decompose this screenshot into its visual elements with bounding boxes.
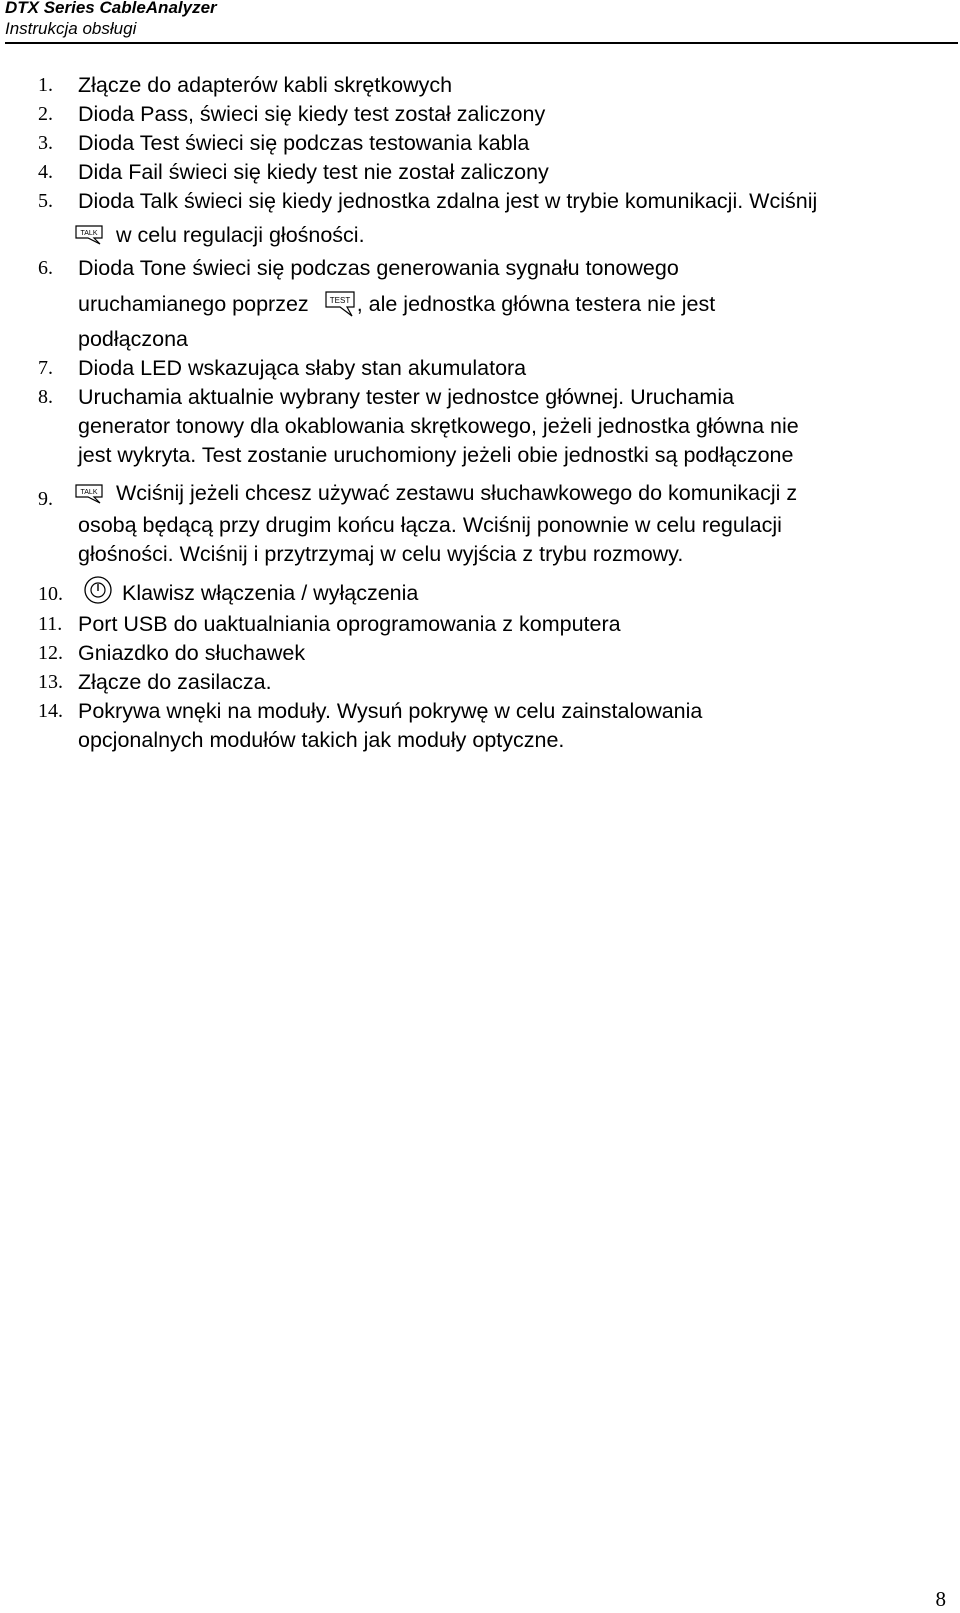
header-rule: [5, 42, 958, 44]
item-number: 3.: [38, 132, 53, 154]
item-text: , ale jednostka główna testera nie jest: [356, 291, 716, 316]
item-number: 6.: [38, 257, 53, 279]
item-number: 4.: [38, 161, 53, 183]
item-text: Dioda LED wskazująca słaby stan akumulatora: [78, 356, 527, 380]
item-number: 5.: [38, 190, 53, 212]
item-text: opcjonalnych modułów takich jak moduły optyczne.: [78, 728, 565, 752]
talk-icon: [74, 483, 106, 505]
list-item: [38, 476, 953, 569]
svg-text:TEST: TEST: [329, 296, 350, 305]
item-number: 12.: [38, 642, 63, 664]
item-number: 10.: [38, 583, 63, 605]
page-header: [5, 0, 960, 39]
item-text: Złącze do zasilacza.: [78, 670, 272, 694]
item-text: w celu regulacji głośności.: [116, 222, 365, 247]
item-text: Dioda Talk świeci się kiedy jednostka zdalna jest w trybie komunikacji. Wciśnij: [78, 189, 818, 213]
item-text: uruchamianego poprzez: [78, 291, 309, 316]
item-text: Pokrywa wnęki na moduły. Wysuń pokrywę w celu zainstalowania: [78, 699, 703, 723]
item-text: Złącze do adapterów kabli skrętkowych: [78, 73, 453, 97]
list-item: [38, 576, 953, 610]
item-text: osobą będącą przy drugim końcu łącza. Wciśnij ponownie w celu regulacji: [78, 513, 782, 537]
item-text: Port USB do uaktualniania oprogramowania z komputera: [78, 612, 621, 636]
svg-text:TALK: TALK: [80, 230, 98, 237]
item-number: 9.: [38, 488, 53, 510]
item-text: Dioda Test świeci się podczas testowania kabla: [78, 131, 530, 155]
document-subtitle: Instrukcja obsługi: [5, 19, 137, 38]
list-item: [38, 639, 953, 668]
item-text: Dioda Tone świeci się podczas generowania sygnału tonowego: [78, 256, 679, 280]
list-item: [38, 129, 953, 158]
item-text: Uruchamia aktualnie wybrany tester w jednostce głównej. Uruchamia: [78, 385, 735, 409]
list-item: [38, 668, 953, 697]
item-number: 1.: [38, 74, 53, 96]
item-text: Dioda Pass, świeci się kiedy test został zaliczony: [78, 102, 546, 126]
document-title: DTX Series CableAnalyzer: [5, 0, 217, 17]
item-text: generator tonowy dla okablowania skrętkowego, jeżeli jednostka główna nie: [78, 414, 799, 438]
item-text: podłączona: [78, 327, 188, 351]
talk-icon: [74, 224, 106, 246]
list-item: [38, 100, 953, 129]
list-item: [38, 254, 953, 354]
item-text: Gniazdko do słuchawek: [78, 641, 306, 665]
item-text: głośności. Wciśnij i przytrzymaj w celu wyjścia z trybu rozmowy.: [78, 542, 684, 566]
item-number: 2.: [38, 103, 53, 125]
item-number: 7.: [38, 357, 53, 379]
item-text: jest wykryta. Test zostanie uruchomiony jeżeli obie jednostki są podłączone: [78, 443, 794, 467]
list-item: [38, 158, 953, 187]
list-item: [38, 610, 953, 639]
page-number: 8: [935, 1587, 946, 1611]
list-item: [38, 71, 953, 100]
item-text: Klawisz włączenia / wyłączenia: [122, 580, 419, 605]
item-text: Dida Fail świeci się kiedy test nie został zaliczony: [78, 160, 549, 184]
test-icon: [323, 289, 357, 319]
svg-text:TALK: TALK: [80, 488, 98, 496]
item-number: 11.: [38, 613, 63, 635]
item-number: 13.: [38, 671, 63, 693]
item-text: Wciśnij jeżeli chcesz używać zestawu słuchawkowego do komunikacji z: [116, 481, 798, 505]
item-number: 8.: [38, 386, 53, 408]
list-item: [38, 187, 953, 254]
list-item: [38, 354, 953, 383]
item-number: 14.: [38, 700, 63, 722]
list-item: [38, 697, 953, 755]
power-icon: [82, 575, 114, 605]
list-item: [38, 383, 953, 470]
component-list: [38, 71, 953, 755]
